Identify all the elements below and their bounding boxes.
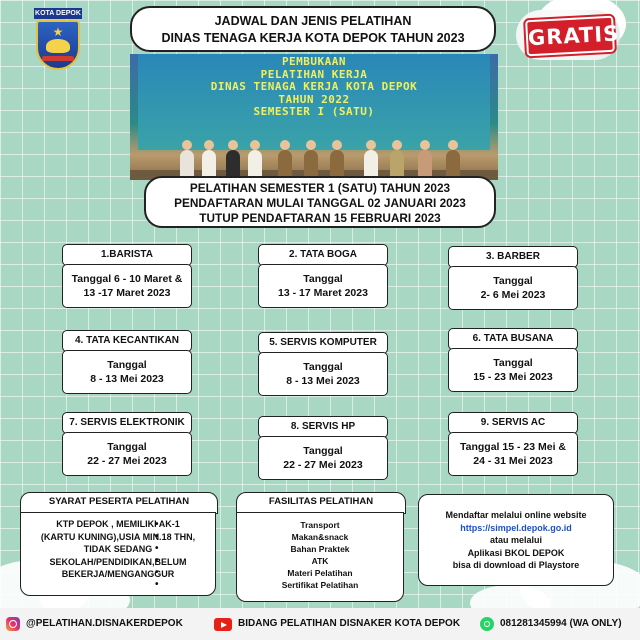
registration-line: Mendaftar melalui online website [445,510,587,520]
course-date-line: Tanggal [493,275,533,287]
course-date-line: 2- 6 Mei 2023 [480,289,546,301]
stage-text-line: PELATIHAN KERJA [260,67,368,81]
registration-line: atau melalui [489,535,543,545]
requirement-line: BEKERJA/MENGANGGUR [61,569,175,579]
facilities-body [236,512,404,602]
title-line-2: DINAS TENAGA KERJA KOTA DEPOK TAHUN 2023 [161,31,465,45]
stage-screen [138,54,490,150]
person-head [204,140,214,150]
free-badge [516,10,620,60]
stage-text-line: DINAS TENAGA KERJA KOTA DEPOK [210,80,418,93]
semester-info [144,176,496,228]
course-label: 1.BARISTA [62,244,192,266]
youtube-icon [214,618,232,631]
crest-tag: KOTA DEPOK [35,10,81,17]
course-card-barber [448,246,578,308]
course-card-servis-ac [448,412,578,474]
person-head [448,140,458,150]
registration-link[interactable]: https://simpel.depok.go.id [460,522,572,533]
course-dates [258,352,388,396]
whatsapp-icon [480,617,494,631]
free-badge-text: GRATIS [525,16,615,57]
person-head [366,140,376,150]
person-head [280,140,290,150]
stage-text-line: TAHUN 2022 [278,92,350,106]
youtube-channel[interactable]: BIDANG PELATIHAN DISNAKER KOTA DEPOK [238,618,461,629]
requirements-title: SYARAT PESERTA PELATIHAN [20,492,218,514]
course-dates [62,350,192,394]
stage-text-line: PEMBUKAAN [281,55,347,68]
course-label: 9. SERVIS AC [448,412,578,434]
facilities-title: FASILITAS PELATIHAN [236,492,406,514]
facility-item: • Materi Pelatihan [237,567,403,579]
course-date-line: 22 - 27 Mei 2023 [87,455,167,467]
person-head [306,140,316,150]
instagram-icon [6,617,20,631]
course-date-line: Tanggal [303,273,343,285]
event-photo [130,54,498,180]
registration-line: Aplikasi BKOL DEPOK [467,547,565,558]
course-dates [448,348,578,392]
person-head [420,140,430,150]
course-dates [258,436,388,480]
person-head [182,140,192,150]
course-card-servis-hp [258,416,388,478]
course-card-servis-komputer [258,332,388,394]
course-date-line: 8 - 13 Mei 2023 [90,373,164,385]
course-date-line: 15 - 23 Mei 2023 [473,371,553,383]
facility-item: • Sertifikat Pelatihan [237,579,403,591]
course-label: 2. TATA BOGA [258,244,388,266]
course-date-line: Tanggal 6 - 10 Maret & [71,273,183,285]
shield-icon [36,20,80,70]
course-card-servis-elektronik [62,412,192,474]
requirement-line: TIDAK SEDANG [83,544,153,554]
footer-bar [0,608,640,640]
course-dates [448,432,578,476]
requirements-body [20,512,216,596]
semester-line: PELATIHAN SEMESTER 1 (SATU) TAHUN 2023 [189,181,451,195]
registration-info [418,494,614,586]
course-date-line: 24 - 31 Mei 2023 [473,455,553,467]
crest-ribbon [42,56,74,61]
course-date-line: 22 - 27 Mei 2023 [283,459,363,471]
course-date-line: Tanggal [107,441,147,453]
course-card-barista [62,244,192,306]
course-date-line: 13 - 17 Maret 2023 [278,287,368,299]
page-title [130,6,496,52]
city-crest-logo [34,8,82,74]
person-head [250,140,260,150]
course-date-line: Tanggal 15 - 23 Mei & [460,441,566,453]
course-label: 8. SERVIS HP [258,416,388,438]
registration-close-line: TUTUP PENDAFTARAN 15 FEBRUARI 2023 [199,211,441,225]
course-date-line: Tanggal [303,445,343,457]
course-card-tata-busana [448,328,578,390]
person-head [392,140,402,150]
registration-open-line: PENDAFTARAN MULAI TANGGAL 02 JANUARI 2023 [174,196,466,210]
course-card-tata-boga [258,244,388,306]
course-label: 4. TATA KECANTIKAN [62,330,192,352]
course-dates [62,264,192,308]
course-label: 6. TATA BUSANA [448,328,578,350]
course-date-line: 13 -17 Maret 2023 [83,287,171,299]
requirement-line: KTP DEPOK , MEMILIKI AK-1 [56,519,180,529]
course-card-tata-kecantikan [62,330,192,392]
course-dates [448,266,578,310]
registration-line: bisa di download di Playstore [452,560,580,570]
whatsapp-number[interactable]: 081281345994 (WA ONLY) [500,618,622,629]
course-date-line: Tanggal [303,361,343,373]
course-date-line: Tanggal [493,357,533,369]
garuda-icon [46,39,70,53]
course-dates [62,432,192,476]
course-dates [258,264,388,308]
facility-item: • Makan&snack [237,531,403,543]
course-label: 3. BARBER [448,246,578,268]
course-label: 7. SERVIS ELEKTRONIK [62,412,192,434]
title-line-1: JADWAL DAN JENIS PELATIHAN [214,14,412,28]
requirement-line: (KARTU KUNING),USIA MIN.18 THN, [40,531,196,542]
stage-screen-text [138,56,490,119]
course-date-line: 8 - 13 Mei 2023 [286,375,360,387]
stage-text-line: SEMESTER I (SATU) [253,105,375,118]
course-date-line: Tanggal [107,359,147,371]
person-head [228,140,238,150]
star-icon: ★ [52,25,64,39]
course-label: 5. SERVIS KOMPUTER [258,332,388,354]
requirement-line: SEKOLAH/PENDIDIKAN,BELUM [49,556,187,567]
facility-item: • Bahan Praktek [237,543,403,555]
instagram-handle[interactable]: @PELATIHAN.DISNAKERDEPOK [26,618,183,629]
person-head [332,140,342,150]
facility-item: • Transport [237,519,403,531]
facility-item: • ATK [237,555,403,567]
